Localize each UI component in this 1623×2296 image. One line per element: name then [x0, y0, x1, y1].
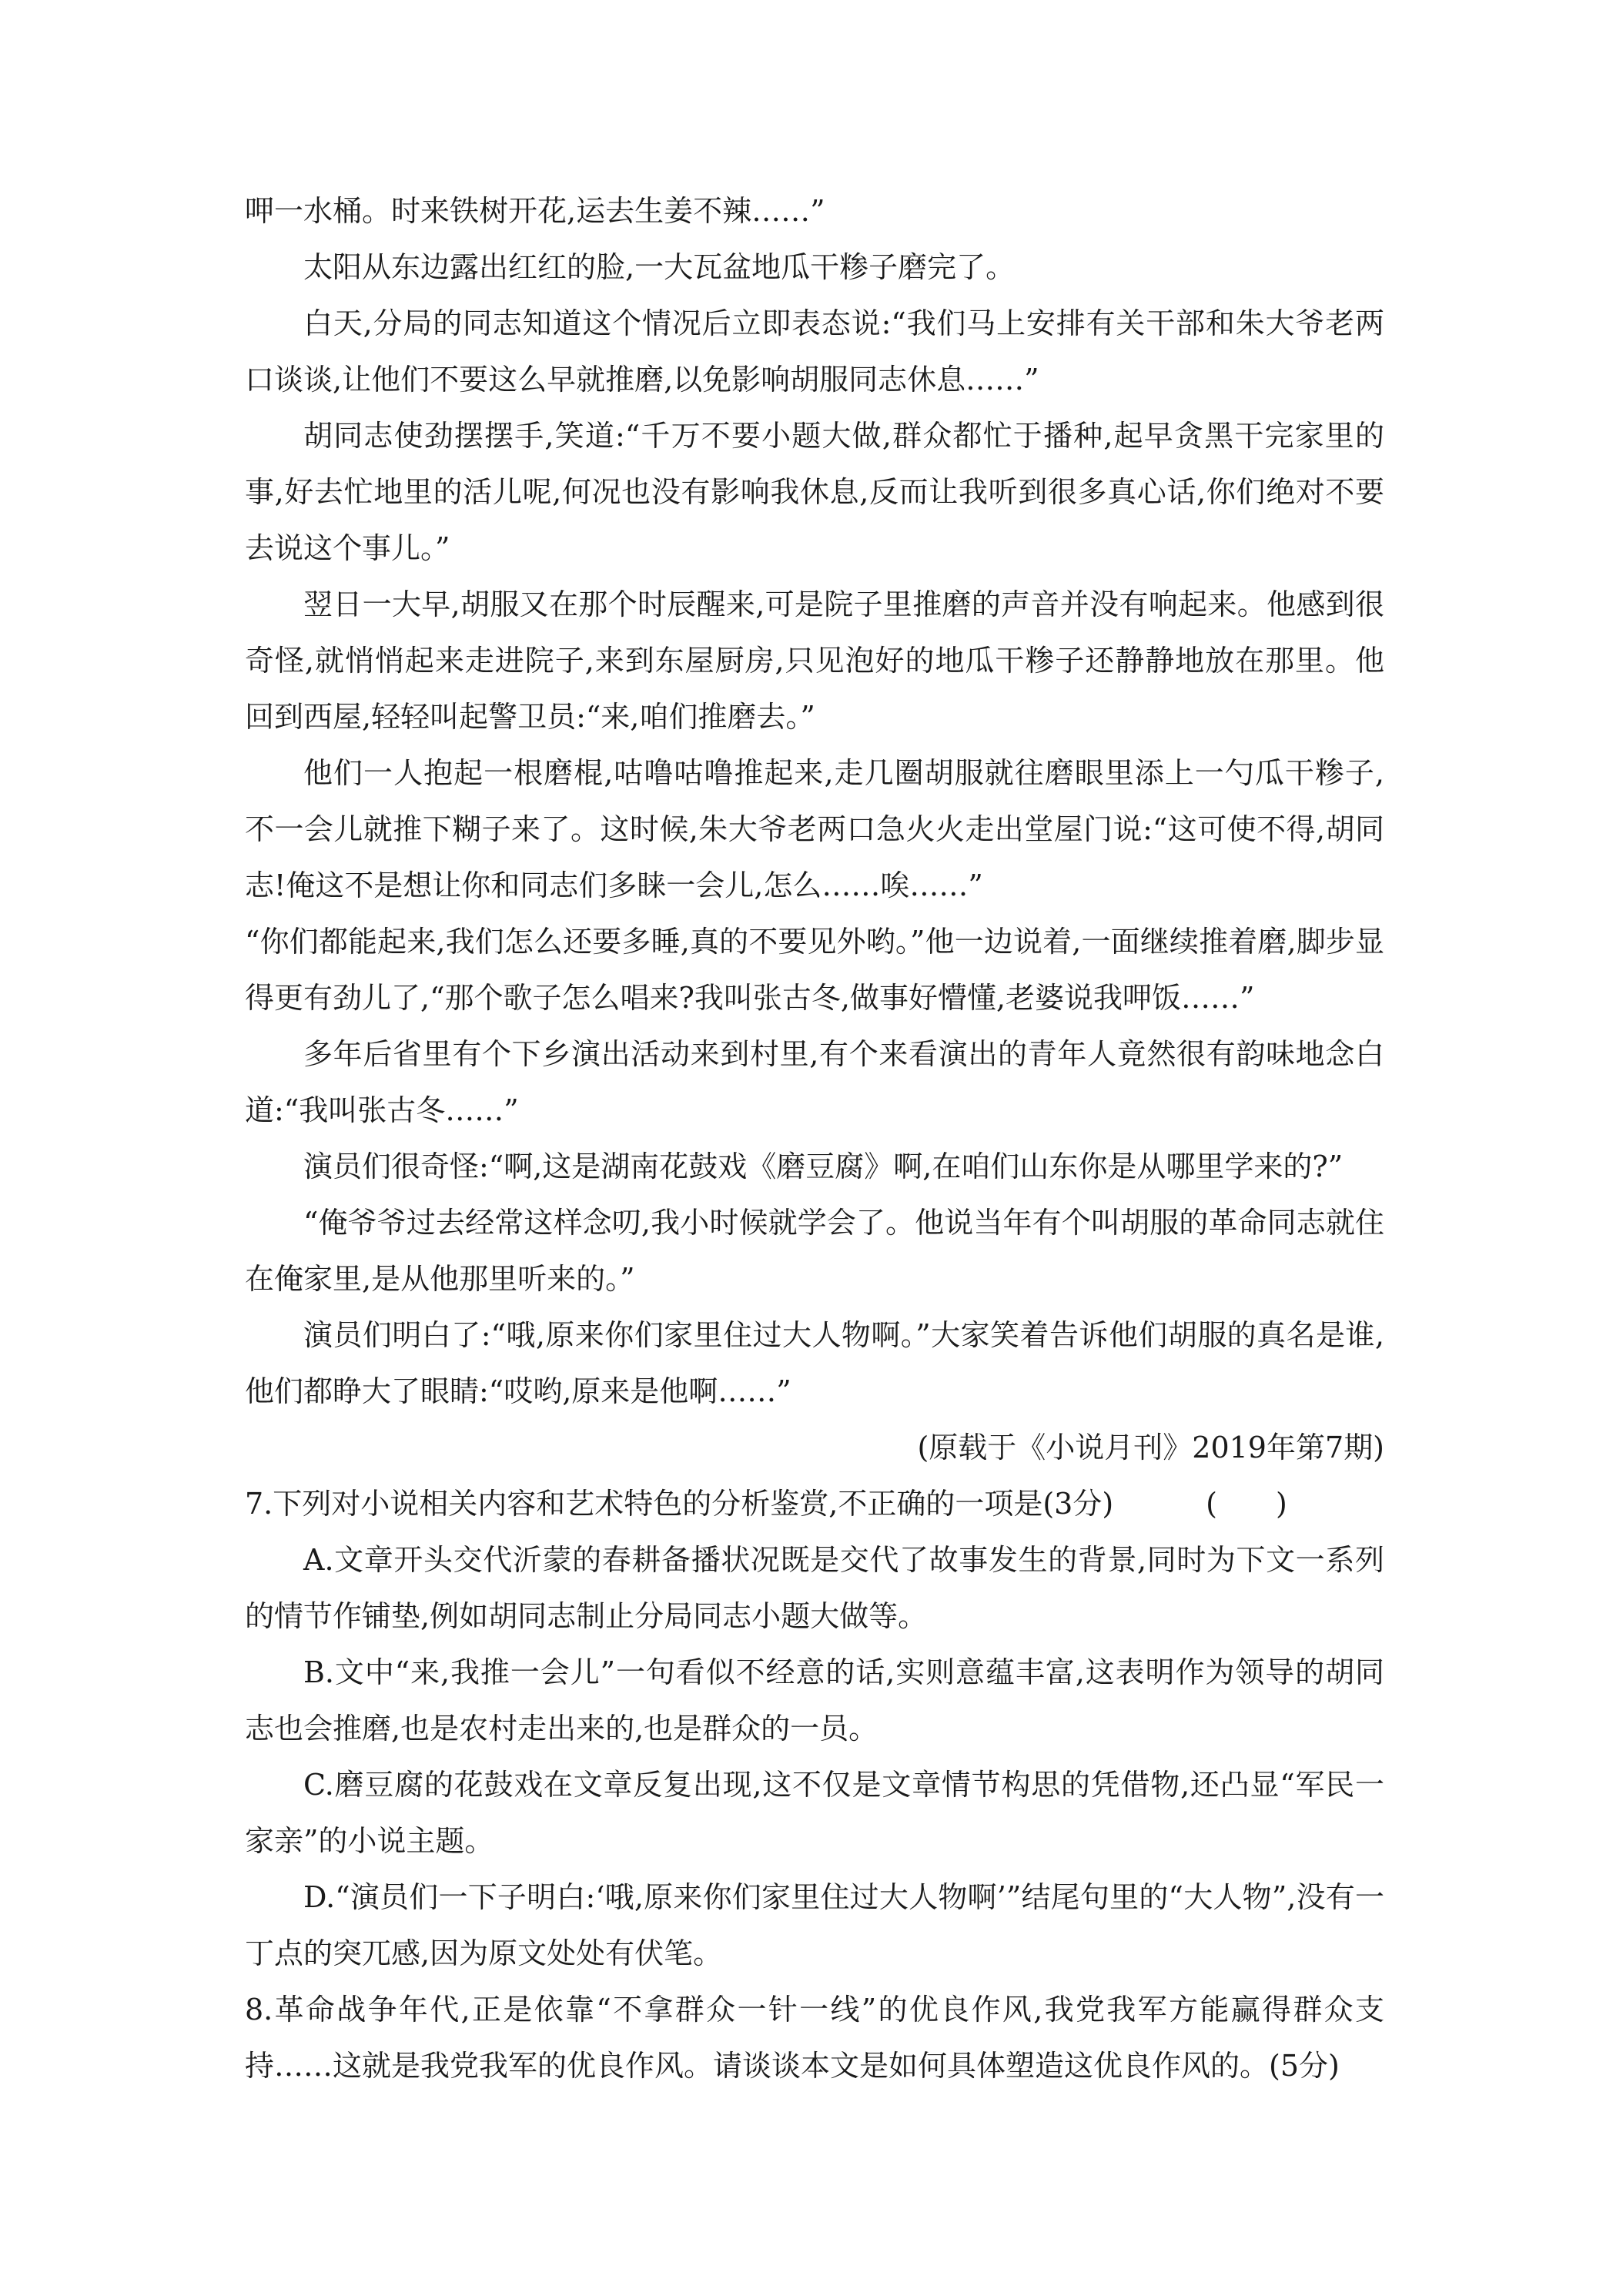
- question-8-stem: 8.革命战争年代,正是依靠“不拿群众一针一线”的优良作风,我党我军方能赢得群众支持……这就是我党我军的优良作风。请谈谈本文是如何具体塑造这优良作风的。(5分): [245, 1993, 1384, 2083]
- story-paragraph-7: “你们都能起来,我们怎么还要多睡,真的不要见外哟。”他一边说着,一面继续推着磨,脚步显得更有劲儿了,“那个歌子怎么唱来?我叫张古冬,做事好懵懂,老婆说我呷饭……”: [245, 925, 1384, 1015]
- page-text: [245, 183, 1384, 2094]
- story-paragraph-4: 胡同志使劲摆摆手,笑道:“千万不要小题大做,群众都忙于播种,起早贪黑干完家里的事,好去忙地里的活儿呢,何况也没有影响我休息,反而让我听到很多真心话,你们绝对不要去说这个事儿。”: [245, 419, 1384, 565]
- story-paragraph-3: 白天,分局的同志知道这个情况后立即表态说:“我们马上安排有关干部和朱大爷老两口谈谈,让他们不要这么早就推磨,以免影响胡服同志休息……”: [245, 306, 1384, 397]
- story-paragraph-6: 他们一人抱起一根磨棍,咕噜咕噜推起来,走几圈胡服就往磨眼里添上一勺瓜干糁子,不一会儿就推下糊子来了。这时候,朱大爷老两口急火火走出堂屋门说:“这可使不得,胡同志!俺这不是想让你和同志们多睐一会儿,怎么……唉……”: [245, 756, 1384, 902]
- story-paragraph-9: 演员们很奇怪:“啊,这是湖南花鼓戏《磨豆腐》啊,在咱们山东你是从哪里学来的?”: [303, 1150, 1344, 1183]
- story-paragraph-2: 太阳从东边露出红红的脸,一大瓦盆地瓜干糁子磨完了。: [303, 250, 1016, 284]
- story-paragraph-5: 翌日一大早,胡服又在那个时辰醒来,可是院子里推磨的声音并没有响起来。他感到很奇怪,就悄悄起来走进院子,来到东屋厨房,只见泡好的地瓜干糁子还静静地放在那里。他回到西屋,轻轻叫起警卫员:“来,咱们推磨去。”: [245, 587, 1384, 734]
- story-paragraph-10: “俺爷爷过去经常这样念叨,我小时候就学会了。他说当年有个叫胡服的革命同志就住在俺家里,是从他那里听来的。”: [245, 1206, 1384, 1296]
- story-paragraph-8: 多年后省里有个下乡演出活动来到村里,有个来看演出的青年人竟然很有韵味地念白道:“我叫张古冬……”: [245, 1037, 1384, 1127]
- question-7-option-a: A.文章开头交代沂蒙的春耕备播状况既是交代了故事发生的背景,同时为下文一系列的情节作铺垫,例如胡同志制止分局同志小题大做等。: [245, 1543, 1384, 1633]
- story-paragraph-1: 呷一水桶。时来铁树开花,运去生姜不辣……”: [245, 194, 825, 228]
- story-source: (原载于《小说月刊》2019年第7期): [917, 1431, 1384, 1464]
- question-7-option-d: D.“演员们一下子明白:‘哦,原来你们家里住过大人物啊’”结尾句里的“大人物”,没有一丁点的突兀感,因为原文处处有伏笔。: [245, 1880, 1384, 1970]
- question-7-stem-text: 7.下列对小说相关内容和艺术特色的分析鉴赏,不正确的一项是(3分): [245, 1487, 1114, 1521]
- question-7-answer-blank: ( ): [1206, 1487, 1287, 1521]
- question-7-option-b: B.文中“来,我推一会儿”一句看似不经意的话,实则意蕴丰富,这表明作为领导的胡同志也会推磨,也是农村走出来的,也是群众的一员。: [245, 1655, 1384, 1745]
- story-paragraph-11: 演员们明白了:“哦,原来你们家里住过大人物啊。”大家笑着告诉他们胡服的真名是谁,他们都睁大了眼睛:“哎哟,原来是他啊……”: [245, 1318, 1384, 1408]
- question-7-stem: [245, 1476, 1384, 1532]
- question-7-option-c: C.磨豆腐的花鼓戏在文章反复出现,这不仅是文章情节构思的凭借物,还凸显“军民一家亲”的小说主题。: [245, 1768, 1384, 1858]
